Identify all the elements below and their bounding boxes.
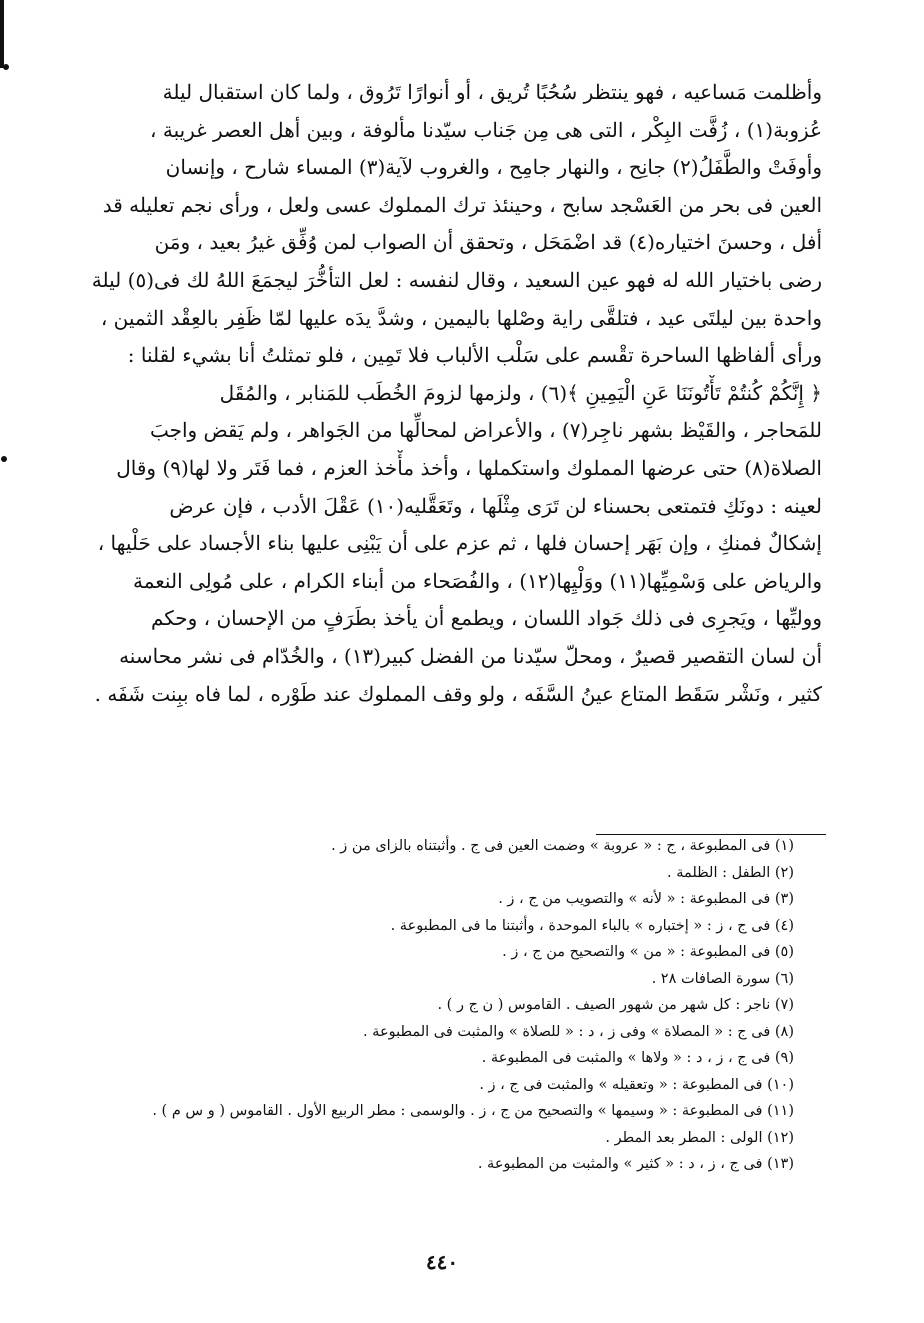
footnote: (١٠) فى المطبوعة : « وتعقيله » والمثبت فى ج ، ز . <box>479 1076 794 1093</box>
text-line: أفل ، وحسنَ اختياره(٤) قد اضْمَحَل ، وتحقق أن الصواب لمن وُفِّق غيرُ بعيد ، ومَن <box>154 230 822 255</box>
text-line: وأوفَتْ والطَّفَلُ(٢) جانِح ، والنهار جامِح ، والغروب لآية(٣) المساء شارح ، وإنسان <box>165 155 822 180</box>
text-line: لعينه : دونَكِ فتمتعى بحسناء لن تَرَى مِثْلَها ، وتَعَقَّليه(١٠) عَقْلَ الأدب ، فإن عرض <box>169 493 822 518</box>
scan-edge-dot <box>1 456 7 462</box>
footnote: (٤) فى ج ، ز : « إختباره » بالباء الموحدة ، وأثبتنا ما فى المطبوعة . <box>390 917 794 934</box>
scan-edge-dot <box>3 64 9 70</box>
text-line: كثير ، ونَشْر سَقَط المتاع عينُ السَّفَه ، ولو وقف المملوك عند طَوْره ، لما فاه ببِنت شَفَه . <box>94 681 822 706</box>
footnote: (١٣) فى ج ، ز ، د : « كثير » والمثبت من المطبوعة . <box>477 1156 794 1172</box>
text-line: ووليِّها ، ويَجرِى فى ذلك جَواد اللسان ، ويطمع أن يأخذ بطَرَفٍ من الإحسان ، وحكم <box>150 606 822 631</box>
footnote: (٥) فى المطبوعة : « من » والتصحيح من ج ، ز . <box>502 944 794 960</box>
footnote: (٧) ناجر : كل شهر من شهور الصيف . القاموس ( ن ج ر ) . <box>437 997 794 1013</box>
page-number: ٤٤٠ <box>425 1250 459 1274</box>
text-line: للمَحاجر ، والقَيْظ بشهر ناجِر(٧) ، والأعراض لمحالِّها من الجَواهر ، ولم يَقض واجبَ <box>149 418 822 443</box>
text-line: إشكالٌ فمنكِ ، وإن بَهَر إحسان فلها ، ثم عزم على أن يَبْنِى عليها بناء الأجساد على حَلْيها ، <box>97 531 822 556</box>
text-line: ورأى ألفاظها الساحرة تقْسم على سَلْب الألباب فلا تَمِين ، فلو تمثلتُ أنا بشيء لقلنا : <box>127 343 822 368</box>
scan-margin-mark <box>0 0 4 68</box>
text-line: وأظلمت مَساعيه ، فهو ينتظر سُحُبًا تُريق ، أو أنوارًا تَرُوق ، ولما كان استقبال ليلة <box>162 80 822 104</box>
text-line: رضى باختيار الله له فهو عين السعيد ، وقال لنفسه : لعل التأخُّرَ ليجمَعَ اللهُ لك فى(٥) ليلة <box>91 267 822 292</box>
text-line: الصلاة(٨) حتى عرضها المملوك واستكملها ، وأخذ مأْخذ العزم ، فما فَتَر ولا لها(٩) وقال <box>116 455 822 480</box>
footnotes <box>60 833 794 1178</box>
footnote: (٣) فى المطبوعة : « لأنه » والتصويب من ج ، ز . <box>498 891 794 907</box>
footnote: (١١) فى المطبوعة : « وسيمها » والتصحيح من ج ، ز . والوسمى : مطر الربيع الأول . القاموس ( و س م ) . <box>152 1103 794 1119</box>
footnote: (٢) الطفل : الظلمة . <box>666 864 794 881</box>
footnote: (٩) فى ج ، ز ، د : « ولاها » والمثبت فى المطبوعة . <box>481 1050 794 1066</box>
footnote: (٨) فى ج : « المصلاة » وفى ز ، د : « للصلاة » والمثبت فى المطبوعة . <box>362 1023 794 1040</box>
text-line: واحدة بين ليلتَى عيد ، فتلقَّى راية وصْلها باليمين ، وشدَّ يدَه عليها لمّا ظَفِر بالعِقْد الثمين ، <box>100 305 822 330</box>
main-text <box>90 74 822 713</box>
text-line: العين فى بحر من العَسْجد سابح ، وحينئذ ترك المملوك عسى ولعل ، ورأى نجم تعليله قد <box>102 192 822 217</box>
quran-verse-line: ﴿ إِنَّكُمْ كُنتُمْ تَأْتُونَنَا عَنِ الْيَمِينِ ﴾(٦) ، ولزمها لزومَ الخُطَب للمَنابر ، والمُقَل <box>219 380 822 405</box>
text-line: عُزوبة(١) ، زُفَّت البِكْر ، التى هى مِن جَناب سيّدنا مألوفة ، وبين أهل العصر غريبة ، <box>150 117 822 142</box>
text-line: والرياض على وَسْمِيِّها(١١) ووَلْيِها(١٢) ، والفُصَحاء من أبناء الكرام ، على مُولِى النعمة <box>133 568 822 593</box>
footnote: (٦) سورة الصافات ٢٨ . <box>651 970 794 987</box>
text-line: أن لسان التقصير قصيرٌ ، ومحلّ سيّدنا من الفضل كبير(١٣) ، والخُدّام فى نشر محاسنه <box>119 643 822 668</box>
footnote: (١٢) الولى : المطر بعد المطر . <box>605 1129 794 1146</box>
footnote: (١) فى المطبوعة ، ج : « عروبة » وضمت العين فى ج . وأثبتناه بالزاى من ز . <box>331 838 794 854</box>
